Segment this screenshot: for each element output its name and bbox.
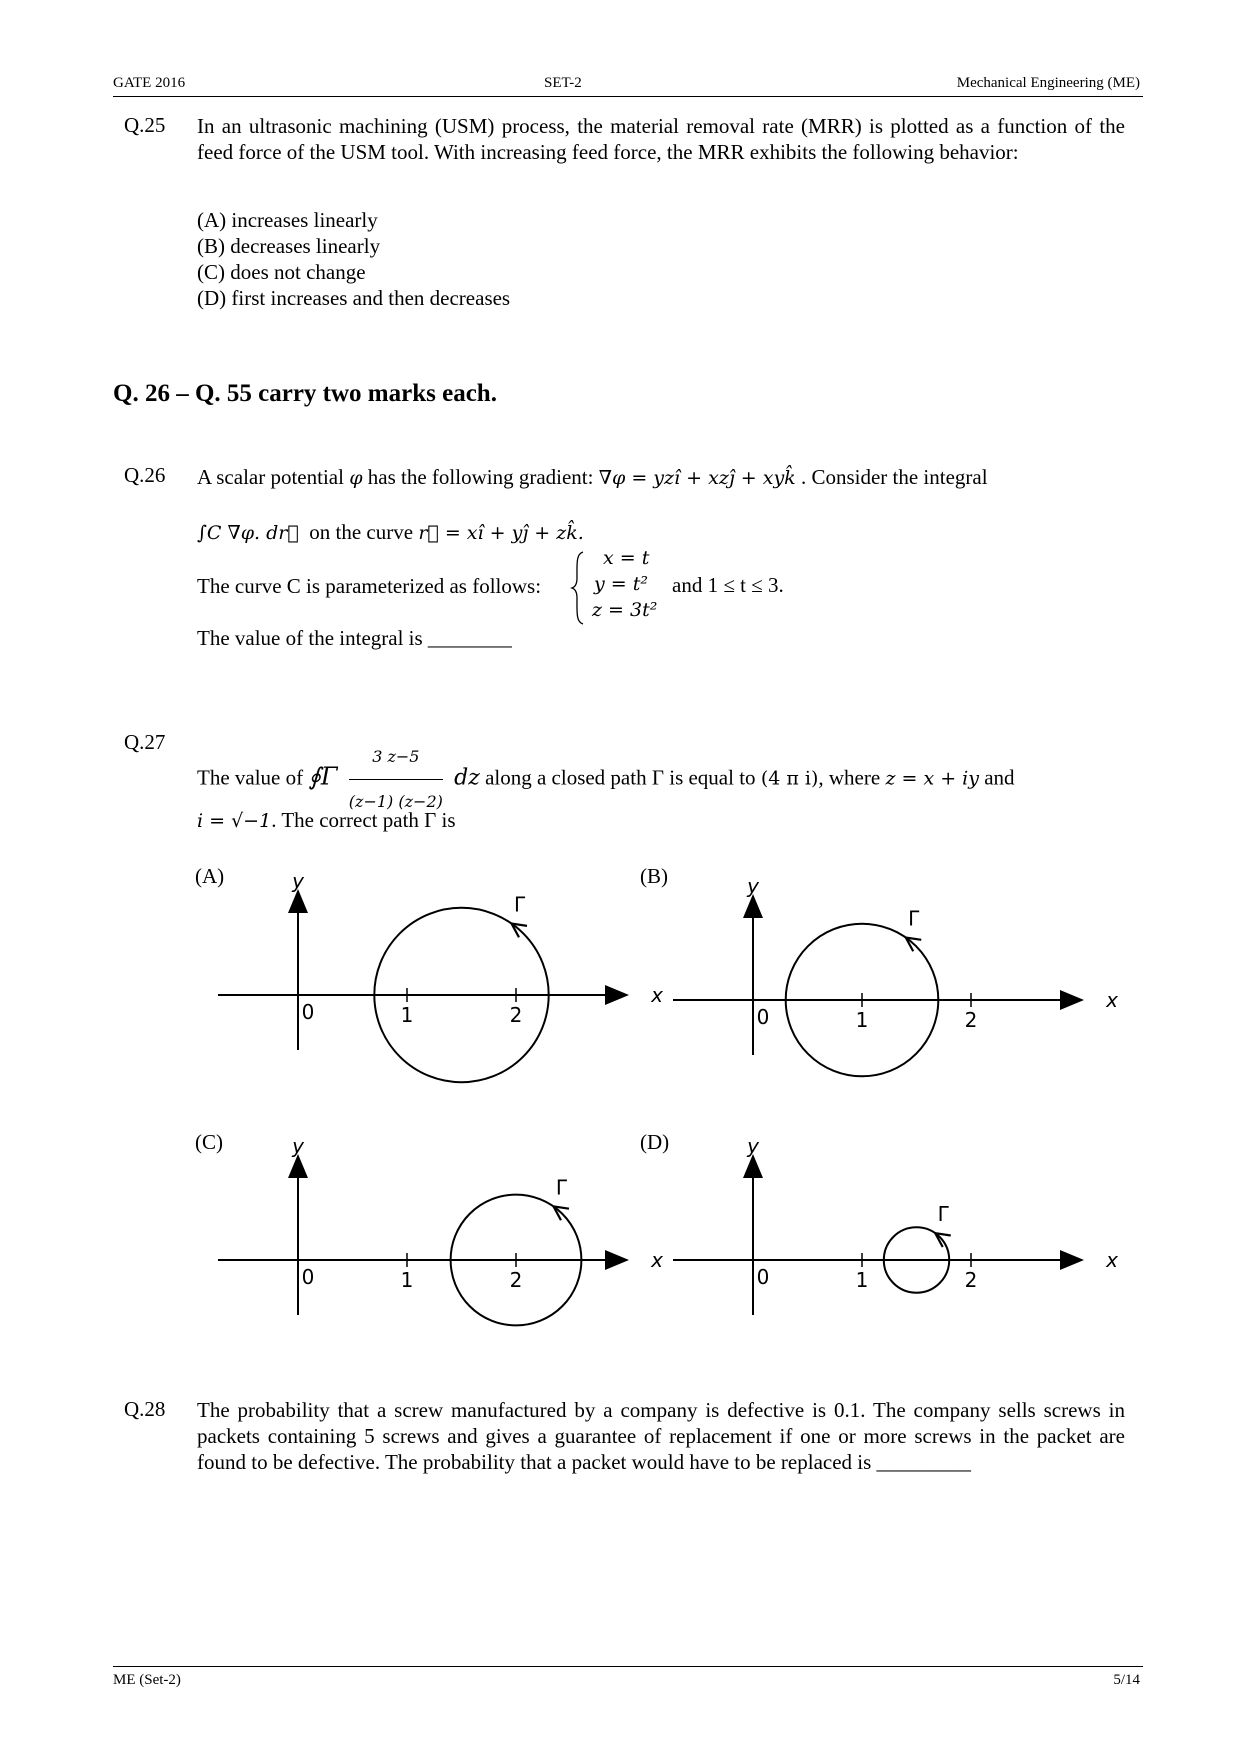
- q26-number: Q.26: [124, 463, 166, 487]
- tick-label-2-b: 2: [964, 1008, 978, 1032]
- q27-frac-den: (z−1) (z−2): [348, 792, 443, 811]
- q25-option-d: (D) first increases and then decreases: [197, 286, 511, 310]
- tick-label-1-a: 1: [400, 1003, 414, 1027]
- q26-line2: [197, 519, 584, 546]
- q27-number: Q.27: [124, 730, 166, 754]
- gamma-label-d: Γ: [937, 1202, 949, 1227]
- figure-c: [210, 1130, 663, 1370]
- tick-label-2-a: 2: [509, 1003, 523, 1027]
- q28-number: Q.28: [124, 1397, 166, 1421]
- q26-line1-suffix: . Consider the integral: [800, 465, 988, 489]
- q27-i-def: i = √−1: [197, 810, 272, 832]
- fig-label-b: (B): [640, 864, 668, 888]
- q26-param-prefix: The curve C is parameterized as follows:: [197, 574, 542, 598]
- x-axis-label-b: x: [1106, 988, 1118, 1012]
- figure-b: [665, 870, 1118, 1110]
- x-axis-label-d: x: [1106, 1248, 1118, 1272]
- tick-label-0-d: 0: [756, 1265, 770, 1289]
- y-axis-label-c: y: [292, 1134, 304, 1158]
- q27-prefix: The value of: [197, 765, 304, 790]
- header-center: SET-2: [544, 75, 582, 91]
- q26-param-suffix: [672, 573, 784, 598]
- q26-param-suffix-text: and 1 ≤ t ≤ 3.: [672, 573, 784, 597]
- q25-number: Q.25: [124, 113, 166, 137]
- tick-label-1-b: 1: [855, 1008, 869, 1032]
- tick-label-1-c: 1: [400, 1268, 414, 1292]
- gamma-label-a: Γ: [513, 892, 526, 917]
- header-left: GATE 2016: [113, 75, 186, 91]
- q27-line2: [197, 807, 456, 834]
- q26-param-x: x = t: [603, 547, 650, 569]
- q27-zdef: z = x + iy: [885, 767, 979, 790]
- tick-label-2-d: 2: [964, 1268, 978, 1292]
- footer-rule: [113, 1666, 1143, 1667]
- fig-label-c: (C): [195, 1130, 223, 1154]
- q27-frac-num: 3 z−5: [349, 737, 443, 780]
- q26-brace: [570, 550, 586, 626]
- figure-d: [665, 1130, 1118, 1370]
- q27-and: and: [984, 765, 1015, 790]
- q28-text: The probability that a screw manufactured by a company is defective is 0.1. The company sells screws in packets containing 5 screws and gives a guarantee of replacement if one or more screws in the packet are found to be defective. The probability that a packet would have to be replaced is _________: [197, 1398, 1125, 1474]
- q27-dz: dz: [454, 765, 480, 791]
- header-right: Mechanical Engineering (ME): [956, 75, 1140, 91]
- q27-value: (4 π i): [760, 767, 819, 790]
- q27-mid: along a closed path Γ is equal to: [485, 765, 756, 790]
- q25-option-b: (B) decreases linearly: [197, 234, 381, 258]
- header-rule: [113, 96, 1143, 97]
- y-axis-label-a: y: [292, 869, 304, 893]
- x-axis-label-c: x: [651, 1248, 663, 1272]
- tick-label-0-a: 0: [301, 1000, 315, 1024]
- q26-gradient: ∇φ = yzî + xzĵ + xyk̂: [598, 467, 796, 489]
- q25-text: In an ultrasonic machining (USM) process, the material removal rate (MRR) is plotted as a function of the feed force of the USM tool. With increasing feed force, the MRR exhibits the following behavior:: [197, 114, 1125, 164]
- q27-oint: ∮Γ: [308, 762, 338, 791]
- q26-curve: r⃗ = xî + yĵ + zk̂.: [418, 522, 584, 544]
- x-axis-label-a: x: [651, 983, 663, 1007]
- q26-param-y: y = t²: [594, 573, 648, 595]
- q26-line1-prefix: A scalar potential: [197, 465, 344, 489]
- tick-label-0-b: 0: [756, 1005, 770, 1029]
- tick-label-1-d: 1: [855, 1268, 869, 1292]
- y-axis-label-b: y: [747, 874, 759, 898]
- figure-a: [210, 865, 663, 1105]
- fig-label-d: (D): [640, 1130, 670, 1154]
- footer-right: 5/14: [1113, 1672, 1140, 1688]
- q26-integral: ∫C ∇φ. dr⃗: [197, 522, 299, 544]
- q25-option-c: (C) does not change: [197, 260, 366, 284]
- q27-line2-suffix: . The correct path Γ is: [271, 808, 456, 832]
- gamma-label-c: Γ: [555, 1175, 568, 1200]
- gamma-label-b: Γ: [908, 906, 920, 931]
- q25-option-a: (A) increases linearly: [197, 208, 378, 232]
- fig-label-a: (A): [195, 864, 225, 888]
- tick-label-2-c: 2: [509, 1268, 523, 1292]
- tick-label-0-c: 0: [301, 1265, 315, 1289]
- q26-line1: [197, 464, 988, 491]
- q26-phi: φ: [349, 467, 363, 489]
- q26-value-line: The value of the integral is ________: [197, 626, 512, 650]
- q26-param-z: z = 3t²: [592, 599, 658, 621]
- q27-where: , where: [818, 765, 881, 790]
- q26-line2-mid: on the curve: [309, 520, 414, 544]
- y-axis-label-d: y: [747, 1134, 759, 1158]
- footer-left: ME (Set-2): [113, 1672, 181, 1688]
- q26-line1-mid: has the following gradient:: [367, 465, 594, 489]
- section-title: Q. 26 – Q. 55 carry two marks each.: [113, 380, 497, 407]
